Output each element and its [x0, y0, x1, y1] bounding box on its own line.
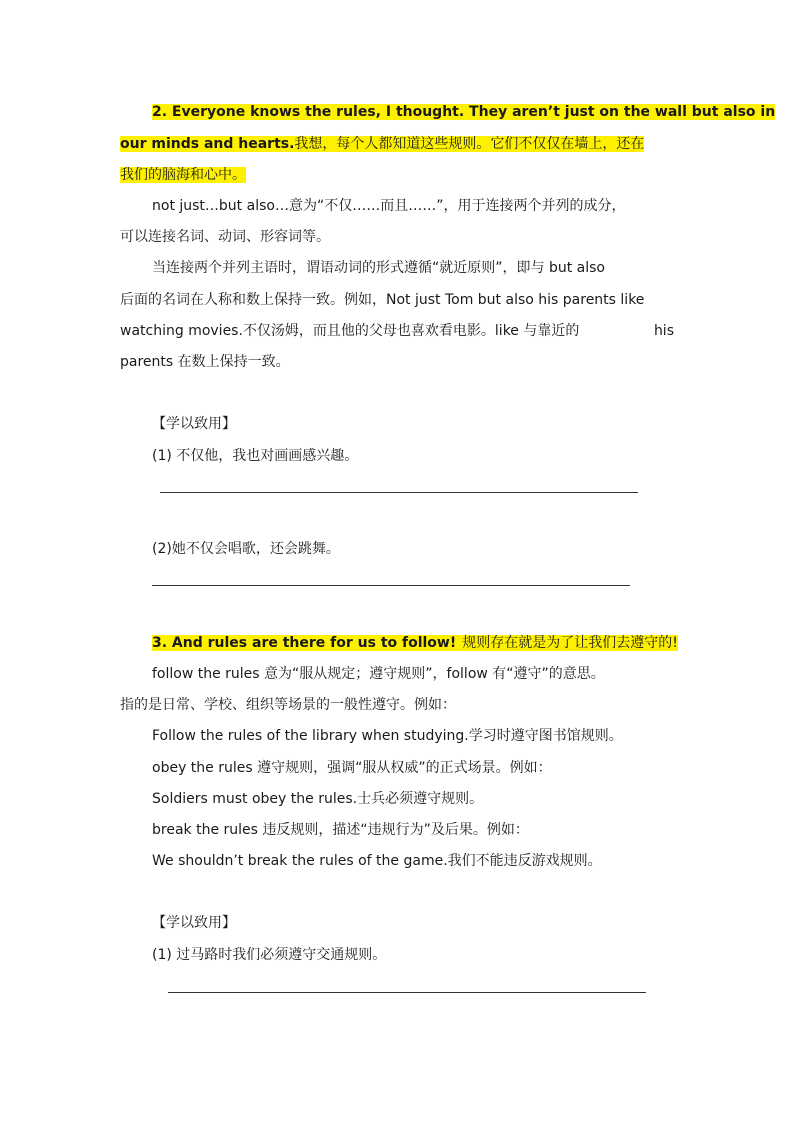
section2-title-line2: our minds and hearts.我想，每个人都知道这些规则。它们不仅仅在墙上，还在	[120, 136, 645, 152]
section2-p2-line4: parents 在数上保持一致。	[120, 354, 290, 370]
section3-line3: Follow the rules of the library when studying.学习时遵守图书馆规则。	[152, 728, 623, 744]
section2-p2-line3: watching movies.不仅汤姆，而且他的父母也喜欢看电影。like 与靠近的 his	[120, 323, 674, 339]
section2-p1-line1: not just…but also…意为“不仅……而且……”，用于连接两个并列的成分，	[152, 198, 626, 214]
answer-line-3[interactable]	[168, 992, 646, 993]
section2-title-line1: 2. Everyone knows the rules, I thought. They aren’t just on the wall but also in	[152, 104, 776, 120]
section3-line4: obey the rules 遵守规则，强调“服从权威”的正式场景。例如：	[152, 760, 552, 776]
section3-line7: We shouldn’t break the rules of the game.我们不能违反游戏规则。	[152, 853, 602, 869]
section2-p2-line2: 后面的名词在人称和数上保持一致。例如，Not just Tom but also his parents like	[120, 292, 645, 308]
section3-line6: break the rules 违反规则，描述“违规行为”及后果。例如：	[152, 822, 529, 838]
section3-title: 3. And rules are there for us to follow! 规则存在就是为了让我们去遵守的!	[152, 635, 678, 651]
section3-line1: follow the rules 意为“服从规定；遵守规则”，follow 有“遵守”的意思。	[152, 666, 605, 682]
section2-title-line3: 我们的脑海和心中。	[120, 167, 246, 183]
section2-practice-heading: 【学以致用】	[152, 416, 236, 432]
section2-question-1: (1) 不仅他，我也对画画感兴趣。	[152, 448, 359, 464]
section2-question-2: (2)她不仅会唱歌，还会跳舞。	[152, 541, 340, 557]
answer-line-1[interactable]	[160, 492, 638, 493]
section3-question-1: (1) 过马路时我们必须遵守交通规则。	[152, 947, 387, 963]
answer-line-2[interactable]	[152, 585, 630, 586]
section2-p2-line1: 当连接两个并列主语时，谓语动词的形式遵循“就近原则”，即与 but also	[152, 260, 605, 276]
section3-line2: 指的是日常、学校、组织等场景的一般性遵守。例如：	[120, 697, 456, 713]
section2-p1-line2: 可以连接名词、动词、形容词等。	[120, 229, 330, 245]
section3-practice-heading: 【学以致用】	[152, 915, 236, 931]
section3-line5: Soldiers must obey the rules.士兵必须遵守规则。	[152, 791, 484, 807]
